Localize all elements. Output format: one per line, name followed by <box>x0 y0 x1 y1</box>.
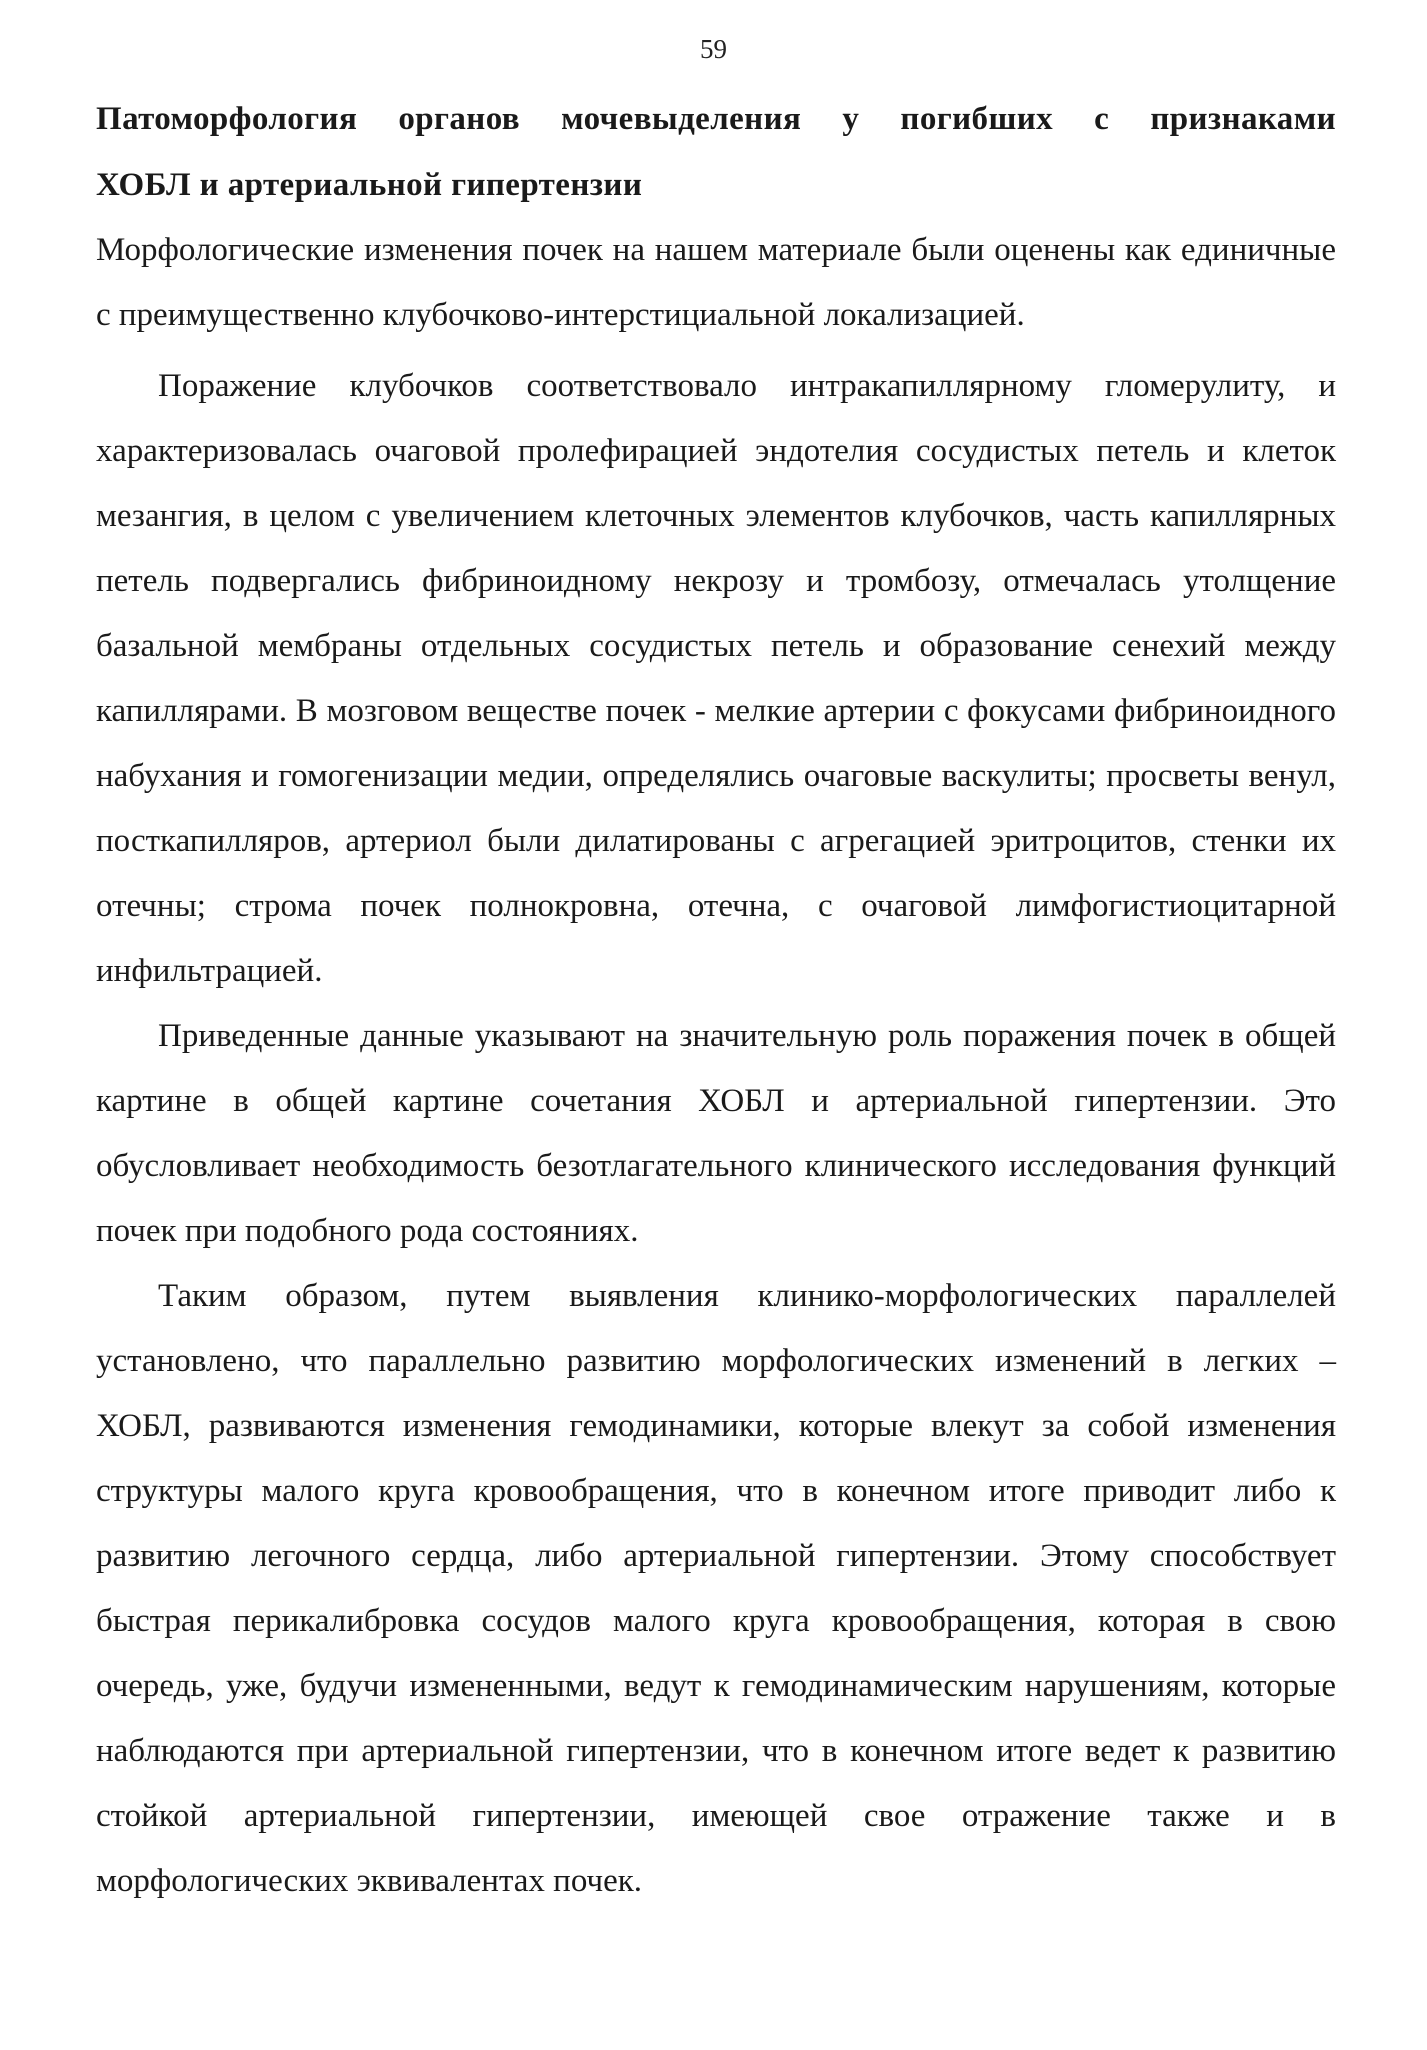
paragraph-intro: Морфологические изменения почек на нашем материале были оценены как единичные с преимущественно клубочково-интерстициальной локализацией. <box>96 232 1336 333</box>
section-title <box>96 86 1336 218</box>
page-content <box>96 86 1336 1914</box>
paragraph-conclusion: Таким образом, путем выявления клинико-морфологических параллелей установлено, что параллельно развитию морфологических изменений в легких – ХОБЛ, развиваются изменения гемодинамики, которые влекут за собой изменения структуры малого круга кровообращения, что в конечном итоге приводит либо к развитию легочного сердца, либо артериальной гипертензии. Этому способствует быстрая перикалибровка сосудов малого круга кровообращения, которая в свою очередь, уже, будучи измененными, ведут к гемодинамическим нарушениям, которые наблюдаются при артериальной гипертензии, что в конечном итоге ведет к развитию стойкой артериальной гипертензии, имеющей свое отражение также и в морфологических эквивалентах почек. <box>96 1278 1336 1899</box>
paragraph-glomeruli: Поражение клубочков соответствовало интракапиллярному гломерулиту, и характеризовалась очаговой пролефирацией эндотелия сосудистых петель и клеток мезангия, в целом с увеличением клеточных элементов клубочков, часть капиллярных петель подвергались фибриноидному некрозу и тромбозу, отмечалась утолщение базальной мембраны отдельных сосудистых петель и образование сенехий между капиллярами. В мозговом веществе почек - мелкие артерии с фокусами фибриноидного набухания и гомогенизации медии, определялись очаговые васкулиты; просветы венул, посткапилляров, артериол были дилатированы с агрегацией эритроцитов, стенки их отечны; строма почек полнокровна, отечна, с очаговой лимфогистиоцитарной инфильтрацией. <box>96 368 1336 989</box>
section-title-line-1: Патоморфология органов мочевыделения у погибших с признаками <box>96 101 1336 137</box>
page-number: 59 <box>700 34 727 64</box>
paragraph-significance: Приведенные данные указывают на значительную роль поражения почек в общей картине в общей картине сочетания ХОБЛ и артериальной гипертензии. Это обусловливает необходимость безотлагательного клинического исследования функций почек при подобного рода состояниях. <box>96 1018 1336 1249</box>
section-title-line-2: ХОБЛ и артериальной гипертензии <box>96 167 643 203</box>
